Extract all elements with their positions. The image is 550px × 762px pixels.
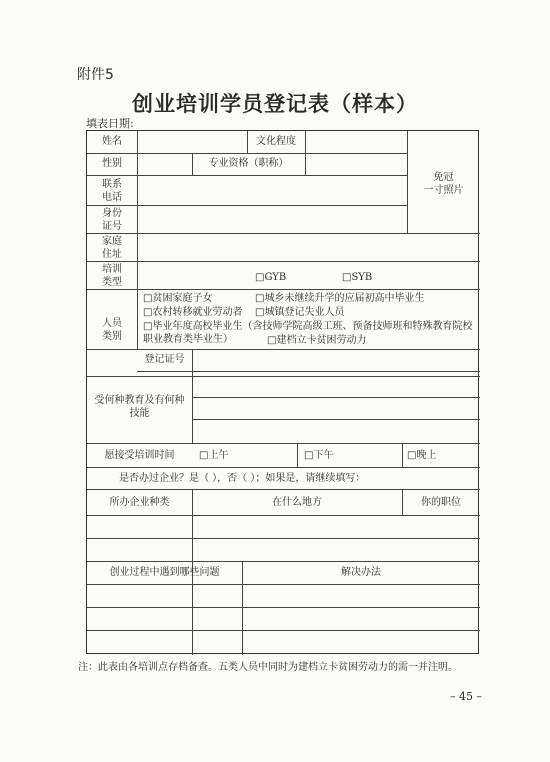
row-line	[87, 349, 480, 350]
registration-form	[86, 130, 479, 654]
col-line	[137, 131, 138, 349]
education-label: 文化程度	[256, 136, 296, 147]
location-label: 在什么地方	[272, 497, 322, 508]
row-line	[87, 515, 480, 516]
row-line	[87, 443, 480, 444]
col-line	[192, 349, 193, 443]
row-line	[87, 489, 480, 490]
personnel-option-unemployed[interactable]: □城镇登记失业人员	[255, 307, 345, 318]
education-skills-label: 受何种教育及有何种技能	[94, 395, 185, 419]
row-line	[87, 153, 407, 154]
training-gyb-checkbox[interactable]: □GYB	[255, 272, 287, 283]
row-line	[192, 419, 480, 420]
row-line	[137, 371, 480, 372]
form-title: 创业培训学员登记表（样本）	[132, 91, 418, 116]
footer-note: 注：此表由各培训点存档备查。五类人员中同时为建档立卡贫困劳动力的需一并注明。	[78, 662, 458, 673]
address-label: 家庭 住址	[102, 236, 122, 260]
row-line	[87, 289, 480, 290]
personnel-option-rural-workers[interactable]: □农村转移就业劳动者	[143, 307, 243, 318]
problems-label: 创业过程中遇到哪些问题	[109, 567, 220, 578]
row-line	[87, 233, 480, 234]
solution-label: 解决办法	[341, 567, 381, 578]
id-label: 身份 证号	[102, 208, 122, 232]
row-line	[87, 561, 480, 562]
row-line	[87, 584, 480, 585]
personnel-option-poor-family[interactable]: □贫困家庭子女	[143, 293, 213, 304]
photo-label: 免冠 一寸照片	[423, 172, 464, 196]
personnel-option-graduates[interactable]: □城乡未继续升学的应届初高中毕业生	[255, 293, 425, 304]
col-line	[305, 131, 306, 175]
row-line	[87, 175, 407, 176]
personnel-option-registered-poor[interactable]: □建档立卡贫困劳动力	[267, 335, 367, 346]
business-question: 是否办过企业？是（ ），否（ ）；如果是，请继续填写：	[119, 473, 366, 484]
row-line	[87, 205, 407, 206]
qualification-label: 专业资格（职称）	[208, 158, 289, 169]
training-time-label: 愿接受培训时间	[104, 450, 175, 461]
row-line	[87, 261, 480, 262]
row-line	[87, 467, 480, 468]
training-type-label: 培训 类型	[102, 264, 122, 288]
training-syb-checkbox[interactable]: □SYB	[342, 272, 373, 283]
time-pm-checkbox[interactable]: □下午	[304, 450, 334, 461]
col-line	[402, 443, 403, 467]
registration-no-label: 登记证号	[144, 354, 185, 365]
attachment-label: 附件5	[77, 67, 114, 83]
fill-date-label: 填表日期:	[86, 117, 134, 130]
name-label: 姓名	[102, 136, 122, 147]
personnel-type-label: 人员 类别	[102, 318, 122, 342]
phone-label: 联系 电话	[102, 179, 122, 203]
row-line	[192, 397, 480, 398]
time-am-checkbox[interactable]: □上午	[199, 450, 229, 461]
position-label: 你的职位	[421, 497, 461, 508]
enterprise-type-label: 所办企业种类	[109, 497, 170, 508]
row-line	[87, 607, 480, 608]
page-number: – 45 –	[450, 690, 482, 703]
personnel-option-college-graduates[interactable]: □毕业年度高校毕业生（含技师学院高级工班、预备技师班和特殊教育院校职业教育类毕业生）	[143, 321, 473, 345]
time-evening-checkbox[interactable]: □晚上	[407, 450, 437, 461]
gender-label: 性别	[102, 158, 122, 169]
row-line	[87, 538, 480, 539]
row-line	[87, 376, 480, 377]
col-line	[297, 443, 298, 467]
row-line	[87, 630, 480, 631]
